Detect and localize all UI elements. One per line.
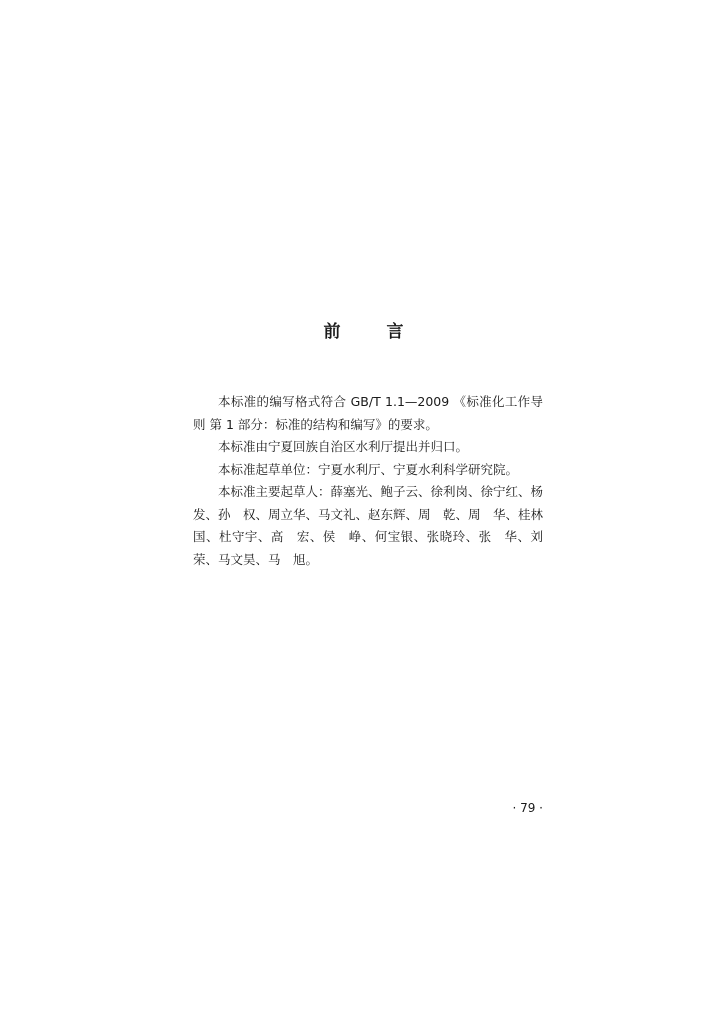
page-number: · 79 · [512, 801, 543, 815]
paragraph-format: 本标准的编写格式符合 GB/T 1.1—2009 《标准化工作导则 第 1 部分：标准的结构和编写》的要求。 [193, 394, 543, 432]
body-text [193, 391, 556, 571]
paragraph-proposer: 本标准由宁夏回族自治区水利厅提出并归口。 [218, 439, 469, 454]
section-heading: 前 言 [323, 322, 424, 342]
paragraph-drafters: 本标准主要起草人：薛塞光、鲍子云、徐利岗、徐宁红、杨 发、孙 权、周立华、马文礼、赵东辉、周 乾、周 华、桂林国、杜守宇、高 宏、侯 峥、何宝银、张晓玲、张 华、刘 荣、马文昊、马 旭。 [193, 484, 556, 567]
paragraph-drafting-units: 本标准起草单位：宁夏水利厅、宁夏水利科学研究院。 [218, 461, 519, 477]
